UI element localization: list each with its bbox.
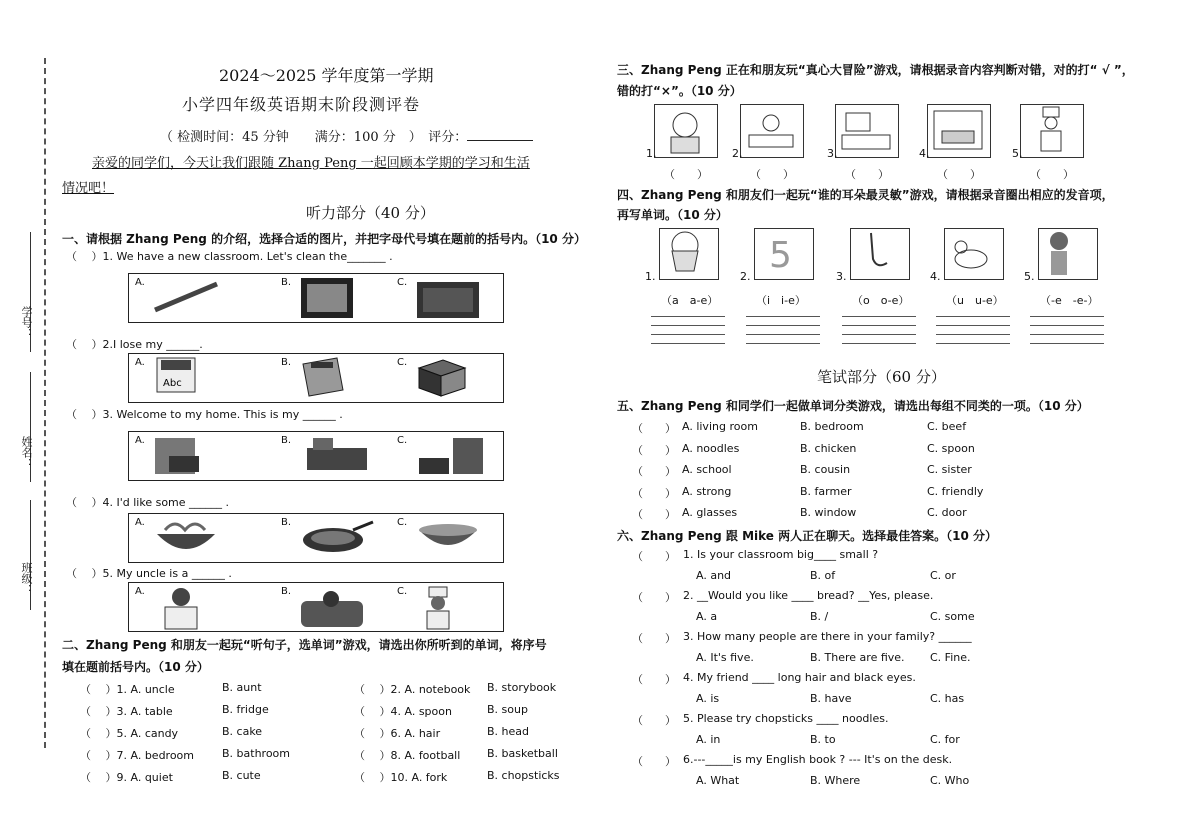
class-label: 班级：: [20, 562, 33, 595]
answer-parentheses: （ ）: [632, 632, 676, 645]
boy-portrait-icon: [654, 104, 718, 158]
option-letter: B.: [281, 357, 292, 368]
broom-icon: [151, 276, 221, 320]
sound-options: （o o-e）: [852, 294, 910, 307]
question-text: 1. Is your classroom big____ small ?: [683, 548, 879, 561]
word-option: （ ）2. A. notebook: [354, 683, 471, 696]
word-option: （ ）9. A. quiet: [80, 771, 173, 784]
writing-line: [936, 316, 1010, 317]
section-4-title: 四、Zhang Peng 和朋友们一起玩“谁的耳朵最灵敏”游戏，请根据录音圈出相应的发音项，: [617, 188, 1114, 202]
section-3-title: 三、Zhang Peng 正在和朋友玩“真心大冒险”游戏，请根据录音内容判断对错，对的打“ √ ”，: [617, 63, 1134, 77]
rubiks-cube-icon: [413, 356, 469, 402]
answer-option: A. It's five.: [696, 651, 754, 664]
svg-text:Abc: Abc: [163, 378, 182, 389]
picture-strip: [128, 353, 504, 403]
word-option: B. cousin: [800, 463, 851, 476]
writing-line: [651, 325, 725, 326]
question-text: （ ）4. I'd like some ______ .: [66, 496, 230, 509]
answer-parentheses: （ ）: [632, 508, 676, 521]
written-heading: 笔试部分（60 分）: [817, 368, 946, 386]
word-option: B. basketball: [487, 747, 558, 760]
answer-option: B. There are five.: [810, 651, 905, 664]
writing-line: [842, 343, 916, 344]
answer-option: C. for: [930, 733, 960, 746]
option-letter: B.: [281, 277, 292, 288]
option-letter: B.: [281, 586, 292, 597]
section-5-title: 五、Zhang Peng 和同学们一起做单词分类游戏，请选出每组不同类的一项。（10 分）: [617, 399, 1089, 413]
student-id-label: 学号：: [20, 306, 33, 339]
word-option: （ ）5. A. candy: [80, 727, 179, 740]
exam-title: 2024～2025 学年度第一学期: [219, 66, 434, 85]
exam-subtitle: 小学四年级英语期末阶段测评卷: [182, 95, 421, 114]
option-letter: A.: [135, 277, 145, 288]
writing-line: [842, 316, 916, 317]
answer-parentheses: （ ）: [632, 755, 676, 768]
svg-text:5: 5: [769, 235, 792, 275]
word-option: （ ）3. A. table: [80, 705, 173, 718]
writing-line: [842, 334, 916, 335]
word-option: （ ）10. A. fork: [354, 771, 448, 784]
student-name-label: 姓名：: [20, 436, 33, 469]
binding-line: [44, 58, 46, 748]
desk-study-icon: [740, 104, 804, 158]
answer-option: C. has: [930, 692, 965, 705]
answer-option: C. some: [930, 610, 975, 623]
boy-icon: [1038, 228, 1098, 280]
writing-line: [1030, 325, 1104, 326]
question-text: 5. Please try chopsticks ____ noodles.: [683, 712, 889, 725]
picture-number: 1.: [645, 270, 656, 283]
blackboard-icon: [413, 276, 483, 324]
writing-line: [746, 325, 820, 326]
word-option: B. chopsticks: [487, 769, 560, 782]
picture-strip: [128, 431, 504, 481]
answer-parentheses: （ ）: [632, 591, 676, 604]
writing-line: [1030, 343, 1104, 344]
question-text: （ ）5. My uncle is a ______ .: [66, 567, 232, 580]
question-text: （ ）3. Welcome to my home. This is my ______ .: [66, 408, 343, 421]
question-text: 4. My friend ____ long hair and black eyes.: [683, 671, 916, 684]
word-option: B. soup: [487, 703, 528, 716]
option-letter: B.: [281, 517, 292, 528]
question-text: 6.---_____is my English book ? --- It's on the desk.: [683, 753, 953, 766]
picture-strip: [128, 582, 504, 632]
option-letter: A.: [135, 357, 145, 368]
intro-text: 亲爱的同学们，今天让我们跟随 Zhang Peng 一起回顾本学期的学习和生活: [92, 156, 530, 171]
answer-parentheses: （ ）: [750, 168, 794, 181]
option-letter: C.: [397, 277, 408, 288]
bathroom-icon: [151, 434, 211, 482]
word-option: C. friendly: [927, 484, 984, 498]
word-option: （ ）7. A. bedroom: [80, 749, 195, 762]
writing-line: [746, 334, 820, 335]
section-1-title: 一、请根据 Zhang Peng 的介绍，选择合适的图片，并把字母代号填在题前的括号内。（10 分）: [62, 232, 586, 246]
sound-options: （-e -e-）: [1040, 294, 1099, 307]
answer-option: B. of: [810, 569, 836, 582]
study-icon: [413, 434, 493, 482]
answer-parentheses: （ ）: [632, 550, 676, 563]
word-option: C. sister: [927, 463, 972, 476]
word-option: B. bedroom: [800, 420, 864, 433]
answer-option: B. have: [810, 692, 852, 705]
answer-parentheses: （ ）: [1030, 168, 1074, 181]
option-letter: C.: [397, 357, 408, 368]
nose-icon: [850, 228, 910, 280]
answer-parentheses: （ ）: [632, 486, 676, 500]
sound-options: （u u-e）: [946, 294, 1004, 307]
rice-icon: [413, 516, 483, 560]
picture-number: 3.: [836, 270, 847, 283]
word-option: A. strong: [682, 484, 732, 498]
writing-line: [651, 316, 725, 317]
word-option: B. farmer: [800, 484, 852, 498]
answer-option: A. in: [696, 733, 721, 746]
sound-options: （i i-e）: [756, 294, 806, 307]
section-3-title-2: 错的打“×”。（10 分）: [617, 84, 742, 98]
answer-option: C. Who: [930, 774, 970, 787]
option-letter: B.: [281, 435, 292, 446]
answer-parentheses: （ ）: [632, 422, 676, 435]
picture-strip: [128, 513, 504, 563]
answer-option: A. What: [696, 774, 740, 787]
word-option: B. window: [800, 506, 857, 519]
intro-text-2: 情况吧！: [62, 181, 115, 196]
answer-option: B. Where: [810, 774, 861, 787]
driver-icon: [297, 585, 367, 635]
english-book-icon: [151, 356, 201, 400]
question-text: （ ）2.I lose my ______.: [66, 338, 203, 351]
word-option: B. aunt: [222, 681, 262, 694]
word-option: C. spoon: [927, 441, 975, 455]
answer-option: A. and: [696, 569, 732, 582]
storybook-icon: [297, 356, 347, 402]
question-text: （ ）1. We have a new classroom. Let's clean the_______ .: [66, 250, 393, 263]
answer-option: A. a: [696, 610, 718, 623]
option-letter: A.: [135, 435, 145, 446]
writing-line: [936, 343, 1010, 344]
picture-number: 4.: [930, 270, 941, 283]
answer-parentheses: （ ）: [632, 465, 676, 478]
duck-icon: [944, 228, 1004, 280]
word-option: （ ）6. A. hair: [354, 727, 441, 740]
section-4-title-2: 再写单词。（10 分）: [617, 208, 728, 222]
question-text: 3. How many people are there in your family? ______: [683, 630, 972, 643]
living-room-icon: [297, 434, 377, 478]
writing-line: [1030, 316, 1104, 317]
exam-meta: （ 检测时间：45 分钟 满分：100 分 ） 评分：: [160, 126, 533, 145]
picture-strip: [128, 273, 504, 323]
writing-line: [746, 343, 820, 344]
section-2-title-2: 填在题前括号内。（10 分）: [62, 660, 209, 674]
option-letter: C.: [397, 435, 408, 446]
chef-icon: [1020, 104, 1084, 158]
word-option: A. noodles: [682, 441, 740, 455]
word-option: A. living room: [682, 420, 758, 433]
word-option: C. door: [927, 506, 967, 519]
picture-number: 2.: [740, 270, 751, 283]
word-option: B. fridge: [222, 703, 269, 716]
answer-parentheses: （ ）: [632, 443, 676, 457]
picture-number: 2.: [732, 147, 743, 160]
word-option: B. storybook: [487, 681, 557, 694]
answer-option: C. or: [930, 569, 956, 582]
option-letter: C.: [397, 517, 408, 528]
picture-number: 5.: [1024, 270, 1035, 283]
section-6-title: 六、Zhang Peng 跟 Mike 两人正在聊天。选择最佳答案。（10 分）: [617, 529, 997, 543]
listening-heading: 听力部分（40 分）: [306, 204, 435, 222]
word-option: B. head: [487, 725, 530, 738]
picture-number: 3.: [827, 147, 838, 160]
answer-option: A. is: [696, 692, 720, 705]
word-option: B. bathroom: [222, 747, 291, 760]
word-option: （ ）4. A. spoon: [354, 705, 452, 718]
writing-line: [842, 325, 916, 326]
word-option: B. cute: [222, 769, 261, 782]
option-letter: A.: [135, 586, 145, 597]
answer-parentheses: （ ）: [664, 168, 708, 181]
writing-line: [746, 316, 820, 317]
answer-parentheses: （ ）: [937, 168, 981, 181]
question-text: 2. __Would you like ____ bread? __Yes, please.: [683, 589, 934, 602]
cupcake-icon: [659, 228, 719, 280]
answer-option: B. /: [810, 610, 829, 623]
writing-line: [651, 343, 725, 344]
writing-line: [936, 334, 1010, 335]
word-option: A. glasses: [682, 506, 738, 519]
word-option: （ ）1. A. uncle: [80, 683, 175, 696]
option-letter: C.: [397, 586, 408, 597]
answer-parentheses: （ ）: [845, 168, 889, 181]
word-option: B. chicken: [800, 441, 857, 455]
word-option: （ ）8. A. football: [354, 749, 461, 762]
writing-line: [1030, 334, 1104, 335]
option-letter: A.: [135, 517, 145, 528]
picture-frame-icon: [297, 276, 357, 324]
writing-line: [651, 334, 725, 335]
word-option: C. beef: [927, 420, 967, 433]
picture-number: 5.: [1012, 147, 1023, 160]
word-option: A. school: [682, 463, 732, 476]
soup-icon: [297, 516, 377, 560]
answer-parentheses: （ ）: [632, 673, 676, 686]
noodles-icon: [151, 516, 221, 562]
picture-number: 1.: [646, 147, 657, 160]
computer-desk-icon: [835, 104, 899, 158]
answer-parentheses: （ ）: [632, 714, 676, 727]
sound-options: （a a-e）: [661, 294, 719, 307]
number-five-icon: [754, 228, 814, 280]
picture-number: 4.: [919, 147, 930, 160]
answer-option: C. Fine.: [930, 651, 971, 664]
cook-icon: [413, 585, 463, 635]
section-2-title: 二、Zhang Peng 和朋友一起玩“听句子，选单词”游戏，请选出你所听到的单词，将序号: [62, 638, 547, 652]
answer-option: B. to: [810, 733, 836, 746]
word-option: B. cake: [222, 725, 263, 738]
writing-line: [936, 325, 1010, 326]
doctor-icon: [151, 585, 211, 635]
living-room-sketch-icon: [927, 104, 991, 158]
